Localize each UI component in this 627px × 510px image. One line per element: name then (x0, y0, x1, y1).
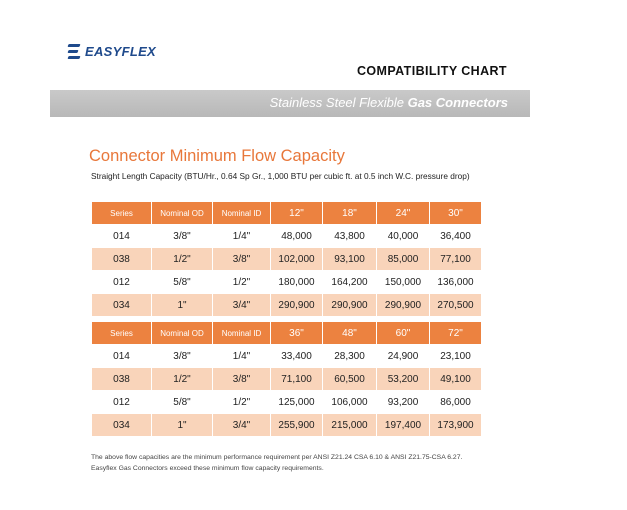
flow-value-cell: 102,000 (271, 248, 323, 271)
section-heading: Connector Minimum Flow Capacity (89, 147, 345, 165)
column-header: Nominal OD (152, 322, 213, 345)
footnote-line-2: Easyflex Gas Connectors exceed these minimum flow capacity requirements. (91, 465, 324, 472)
table-row (92, 368, 482, 391)
flow-value-cell: 255,900 (271, 414, 323, 437)
dimension-cell: 1/4" (213, 225, 271, 248)
product-banner (50, 90, 530, 117)
dimension-cell: 1/2" (152, 248, 213, 271)
flow-value-cell: 290,900 (271, 294, 323, 317)
flow-value-cell: 136,000 (430, 271, 482, 294)
easyflex-logo (68, 44, 156, 59)
flow-value-cell: 215,000 (323, 414, 377, 437)
dimension-cell: 1" (152, 414, 213, 437)
flow-value-cell: 86,000 (430, 391, 482, 414)
table-row (92, 248, 482, 271)
dimension-cell: 5/8" (152, 271, 213, 294)
column-header: Series (92, 202, 152, 225)
column-header: 30" (430, 202, 482, 225)
table-row (92, 225, 482, 248)
flow-value-cell: 93,200 (377, 391, 430, 414)
flow-value-cell: 23,100 (430, 345, 482, 368)
flow-value-cell: 71,100 (271, 368, 323, 391)
flow-value-cell: 93,100 (323, 248, 377, 271)
series-cell: 012 (92, 391, 152, 414)
dimension-cell: 1/2" (152, 368, 213, 391)
flow-value-cell: 270,500 (430, 294, 482, 317)
dimension-cell: 3/8" (213, 248, 271, 271)
footnote-line-1: The above flow capacities are the minimum performance requirement per ANSI Z21.24 CSA 6.10 & ANSI Z21.75-CSA 6.27. (91, 454, 463, 461)
flow-value-cell: 164,200 (323, 271, 377, 294)
series-cell: 034 (92, 414, 152, 437)
flow-value-cell: 24,900 (377, 345, 430, 368)
dimension-cell: 1/2" (213, 271, 271, 294)
flow-value-cell: 40,000 (377, 225, 430, 248)
flow-value-cell: 53,200 (377, 368, 430, 391)
dimension-cell: 1" (152, 294, 213, 317)
dimension-cell: 5/8" (152, 391, 213, 414)
column-header: Nominal ID (213, 322, 271, 345)
table-header-row (92, 322, 482, 345)
logo-text: EASYFLEX (85, 44, 157, 59)
flow-value-cell: 43,800 (323, 225, 377, 248)
banner-light-text: Stainless Steel Flexible (269, 95, 408, 110)
column-header: 24" (377, 202, 430, 225)
flow-value-cell: 77,100 (430, 248, 482, 271)
flow-value-cell: 28,300 (323, 345, 377, 368)
dimension-cell: 3/4" (213, 414, 271, 437)
dimension-cell: 3/8" (152, 225, 213, 248)
table-row (92, 294, 482, 317)
column-header: 12" (271, 202, 323, 225)
dimension-cell: 3/8" (213, 368, 271, 391)
series-cell: 012 (92, 271, 152, 294)
flow-value-cell: 173,900 (430, 414, 482, 437)
flow-value-cell: 106,000 (323, 391, 377, 414)
table-row (92, 345, 482, 368)
compatibility-chart-title: COMPATIBILITY CHART (357, 64, 507, 78)
flow-value-cell: 36,400 (430, 225, 482, 248)
flow-value-cell: 150,000 (377, 271, 430, 294)
flow-value-cell: 125,000 (271, 391, 323, 414)
column-header: 60" (377, 322, 430, 345)
series-cell: 038 (92, 368, 152, 391)
flow-value-cell: 33,400 (271, 345, 323, 368)
table-header-row (92, 202, 482, 225)
dimension-cell: 1/2" (213, 391, 271, 414)
column-header: Nominal OD (152, 202, 213, 225)
section-subtitle: Straight Length Capacity (BTU/Hr., 0.64 Sp Gr., 1,000 BTU per cubic ft. at 0.5 inch W.C. pressure drop) (91, 171, 470, 181)
flow-value-cell: 180,000 (271, 271, 323, 294)
column-header: 36" (271, 322, 323, 345)
dimension-cell: 3/4" (213, 294, 271, 317)
easyflex-e-icon (68, 44, 82, 59)
flow-value-cell: 85,000 (377, 248, 430, 271)
flow-value-cell: 49,100 (430, 368, 482, 391)
flow-value-cell: 290,900 (377, 294, 430, 317)
flow-value-cell: 290,900 (323, 294, 377, 317)
series-cell: 014 (92, 345, 152, 368)
footnote (91, 452, 462, 474)
column-header: 18" (323, 202, 377, 225)
series-cell: 014 (92, 225, 152, 248)
flow-table-short (91, 201, 482, 317)
table-row (92, 391, 482, 414)
flow-table-long (91, 321, 482, 437)
column-header: 48" (323, 322, 377, 345)
dimension-cell: 1/4" (213, 345, 271, 368)
series-cell: 034 (92, 294, 152, 317)
flow-value-cell: 197,400 (377, 414, 430, 437)
dimension-cell: 3/8" (152, 345, 213, 368)
banner-bold-text: Gas Connectors (407, 95, 508, 110)
flow-value-cell: 60,500 (323, 368, 377, 391)
banner-text (270, 95, 508, 110)
column-header: Nominal ID (213, 202, 271, 225)
series-cell: 038 (92, 248, 152, 271)
column-header: 72" (430, 322, 482, 345)
column-header: Series (92, 322, 152, 345)
table-row (92, 414, 482, 437)
flow-value-cell: 48,000 (271, 225, 323, 248)
table-row (92, 271, 482, 294)
